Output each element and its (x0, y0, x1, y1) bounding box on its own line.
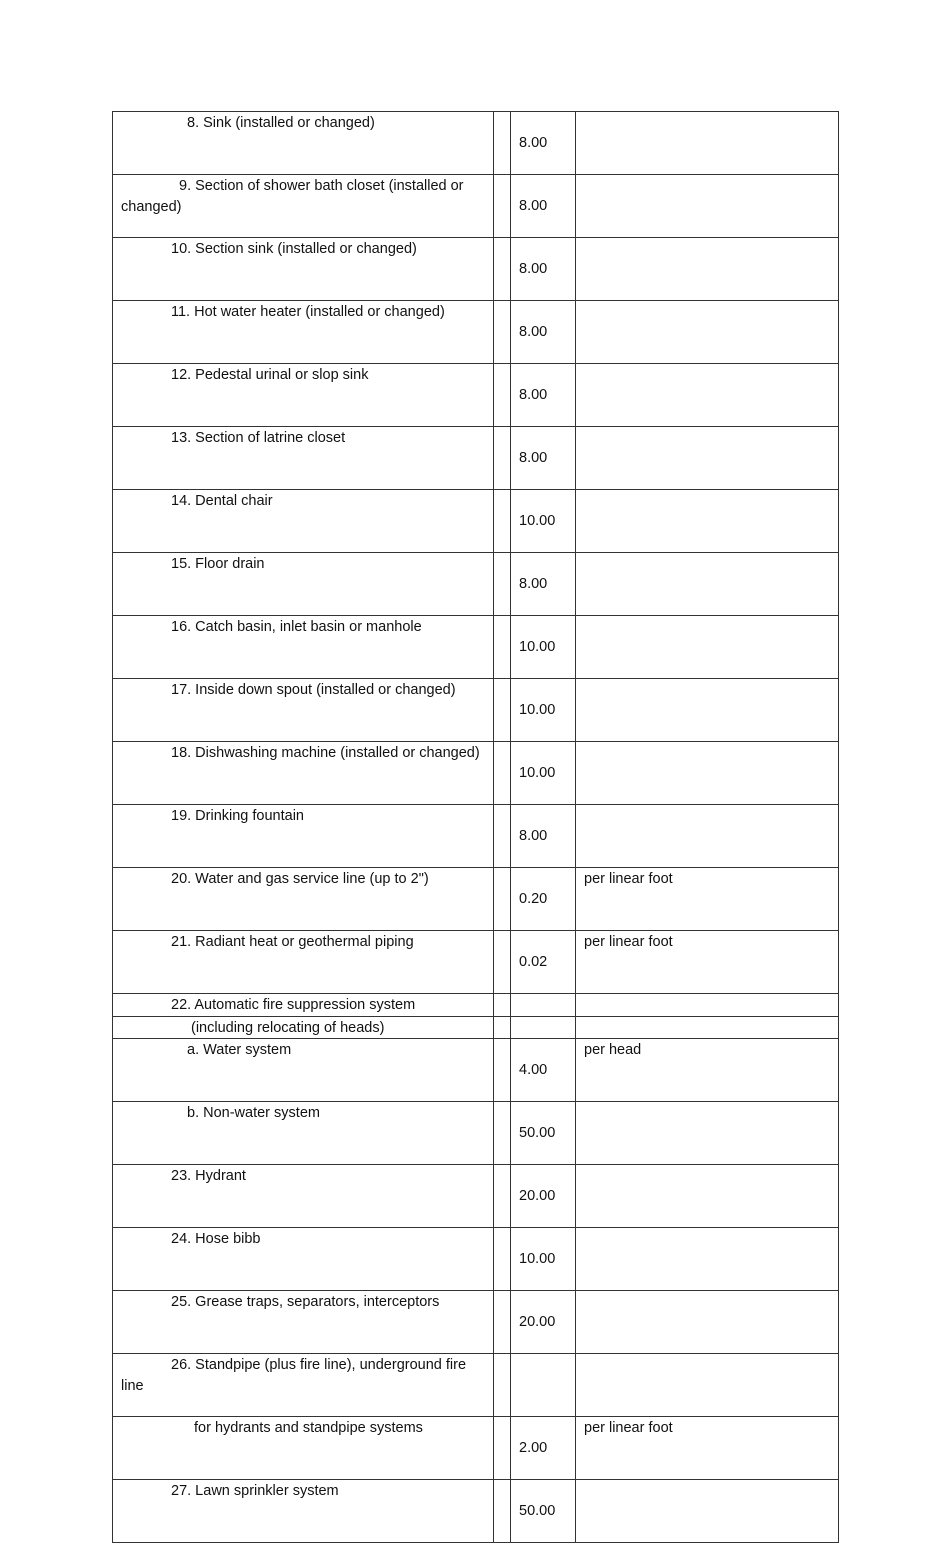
fee-amount: 10.00 (511, 616, 576, 679)
item-description: 19. Drinking fountain (171, 808, 304, 824)
item-description-cell (113, 868, 494, 931)
item-description-cell (113, 1354, 494, 1417)
fee-amount: 2.00 (511, 1417, 576, 1480)
table-row (113, 742, 839, 805)
item-description: 17. Inside down spout (installed or changed) (171, 682, 456, 698)
fee-table-body (113, 112, 839, 1543)
spacer-cell (494, 1102, 511, 1165)
spacer-cell (494, 1417, 511, 1480)
item-description: b. Non-water system (187, 1105, 320, 1121)
item-description: (including relocating of heads) (191, 1019, 385, 1036)
spacer-cell (494, 994, 511, 1017)
spacer-cell (494, 1354, 511, 1417)
table-row (113, 1417, 839, 1480)
fee-unit (576, 1228, 839, 1291)
fee-amount: 50.00 (511, 1480, 576, 1543)
spacer-cell (494, 427, 511, 490)
fee-unit (576, 1480, 839, 1543)
fee-unit (576, 553, 839, 616)
spacer-cell (494, 112, 511, 175)
fee-unit (576, 364, 839, 427)
table-row (113, 1165, 839, 1228)
item-description: 16. Catch basin, inlet basin or manhole (171, 619, 422, 635)
table-row (113, 553, 839, 616)
item-description-cell (113, 679, 494, 742)
table-row (113, 1291, 839, 1354)
fee-amount: 10.00 (511, 1228, 576, 1291)
spacer-cell (494, 1291, 511, 1354)
spacer-cell (494, 805, 511, 868)
item-description-cell (113, 427, 494, 490)
fee-unit (576, 805, 839, 868)
item-description: 11. Hot water heater (installed or changed) (171, 304, 445, 320)
table-row (113, 364, 839, 427)
table-row (113, 490, 839, 553)
fee-amount (511, 994, 576, 1017)
spacer-cell (494, 1228, 511, 1291)
fee-unit: per linear foot (576, 1417, 839, 1480)
item-description: 8. Sink (installed or changed) (187, 115, 375, 131)
spacer-cell (494, 1039, 511, 1102)
item-description-cell (113, 490, 494, 553)
fee-amount: 10.00 (511, 490, 576, 553)
item-description-cell (113, 1165, 494, 1228)
table-row (113, 1102, 839, 1165)
table-row (113, 1354, 839, 1417)
table-row (113, 1480, 839, 1543)
item-description: 22. Automatic fire suppression system (171, 997, 416, 1013)
fee-amount: 8.00 (511, 301, 576, 364)
item-description-cell (113, 1102, 494, 1165)
fee-unit (576, 490, 839, 553)
fee-amount: 8.00 (511, 553, 576, 616)
item-description-cell (113, 994, 494, 1017)
fee-amount: 8.00 (511, 238, 576, 301)
table-row (113, 679, 839, 742)
item-description: 15. Floor drain (171, 556, 265, 572)
item-description: 24. Hose bibb (171, 1231, 261, 1247)
item-description-cell (113, 1228, 494, 1291)
table-row (113, 112, 839, 175)
fee-amount (511, 1354, 576, 1417)
spacer-cell (494, 1016, 511, 1039)
item-description: for hydrants and standpipe systems (194, 1420, 423, 1436)
item-description-cell (113, 1417, 494, 1480)
table-row (113, 1228, 839, 1291)
spacer-cell (494, 616, 511, 679)
table-row (113, 175, 839, 238)
table-row (113, 1039, 839, 1102)
fee-unit (576, 427, 839, 490)
fee-amount: 8.00 (511, 427, 576, 490)
fee-unit (576, 1165, 839, 1228)
table-row (113, 805, 839, 868)
item-description: 9. Section of shower bath closet (installed or changed) (121, 178, 464, 215)
item-description-cell (113, 112, 494, 175)
item-description: 10. Section sink (installed or changed) (171, 241, 417, 257)
item-description: 20. Water and gas service line (up to 2") (171, 871, 429, 887)
spacer-cell (494, 931, 511, 994)
fee-unit: per head (576, 1039, 839, 1102)
item-description-cell (113, 238, 494, 301)
fee-amount: 8.00 (511, 112, 576, 175)
fee-unit (576, 994, 839, 1017)
fee-unit (576, 175, 839, 238)
spacer-cell (494, 1480, 511, 1543)
fee-table (112, 111, 839, 1543)
item-description: 26. Standpipe (plus fire line), underground fire line (121, 1357, 467, 1394)
fee-amount (511, 1016, 576, 1039)
item-description: 21. Radiant heat or geothermal piping (171, 934, 414, 950)
fee-amount: 10.00 (511, 679, 576, 742)
item-description-cell (113, 1291, 494, 1354)
spacer-cell (494, 679, 511, 742)
table-row (113, 931, 839, 994)
item-description-cell (113, 553, 494, 616)
table-row (113, 868, 839, 931)
fee-amount: 8.00 (511, 364, 576, 427)
fee-unit (576, 1291, 839, 1354)
fee-amount: 0.20 (511, 868, 576, 931)
item-description-cell (113, 1480, 494, 1543)
item-description-cell (113, 175, 494, 238)
item-description-cell (113, 1039, 494, 1102)
item-description: 13. Section of latrine closet (171, 430, 346, 446)
fee-unit (576, 616, 839, 679)
item-description-cell (113, 616, 494, 679)
fee-amount: 20.00 (511, 1291, 576, 1354)
table-row (113, 616, 839, 679)
table-row (113, 301, 839, 364)
spacer-cell (494, 490, 511, 553)
fee-unit (576, 238, 839, 301)
item-description-cell (113, 805, 494, 868)
item-description: 18. Dishwashing machine (installed or changed) (171, 745, 480, 761)
fee-unit (576, 1102, 839, 1165)
item-description-cell (113, 364, 494, 427)
spacer-cell (494, 364, 511, 427)
fee-amount: 20.00 (511, 1165, 576, 1228)
fee-unit (576, 112, 839, 175)
item-description: 25. Grease traps, separators, interceptors (171, 1294, 440, 1310)
spacer-cell (494, 175, 511, 238)
spacer-cell (494, 742, 511, 805)
spacer-cell (494, 238, 511, 301)
spacer-cell (494, 868, 511, 931)
fee-unit: per linear foot (576, 931, 839, 994)
spacer-cell (494, 1165, 511, 1228)
fee-unit (576, 1354, 839, 1417)
spacer-cell (494, 553, 511, 616)
item-description: 12. Pedestal urinal or slop sink (171, 367, 369, 383)
fee-amount: 10.00 (511, 742, 576, 805)
fee-amount: 50.00 (511, 1102, 576, 1165)
item-description: 27. Lawn sprinkler system (171, 1483, 339, 1499)
fee-unit (576, 301, 839, 364)
fee-unit (576, 679, 839, 742)
fee-unit: per linear foot (576, 868, 839, 931)
item-description: 14. Dental chair (171, 493, 273, 509)
fee-amount: 0.02 (511, 931, 576, 994)
fee-unit (576, 1016, 839, 1039)
spacer-cell (494, 301, 511, 364)
table-row (113, 1016, 839, 1039)
item-description: a. Water system (187, 1042, 292, 1058)
item-description-cell (113, 1016, 494, 1039)
fee-amount: 8.00 (511, 805, 576, 868)
fee-amount: 8.00 (511, 175, 576, 238)
item-description: 23. Hydrant (171, 1168, 246, 1184)
item-description-cell (113, 931, 494, 994)
item-description-cell (113, 742, 494, 805)
fee-amount: 4.00 (511, 1039, 576, 1102)
item-description-cell (113, 301, 494, 364)
fee-unit (576, 742, 839, 805)
table-row (113, 994, 839, 1017)
table-row (113, 238, 839, 301)
table-row (113, 427, 839, 490)
